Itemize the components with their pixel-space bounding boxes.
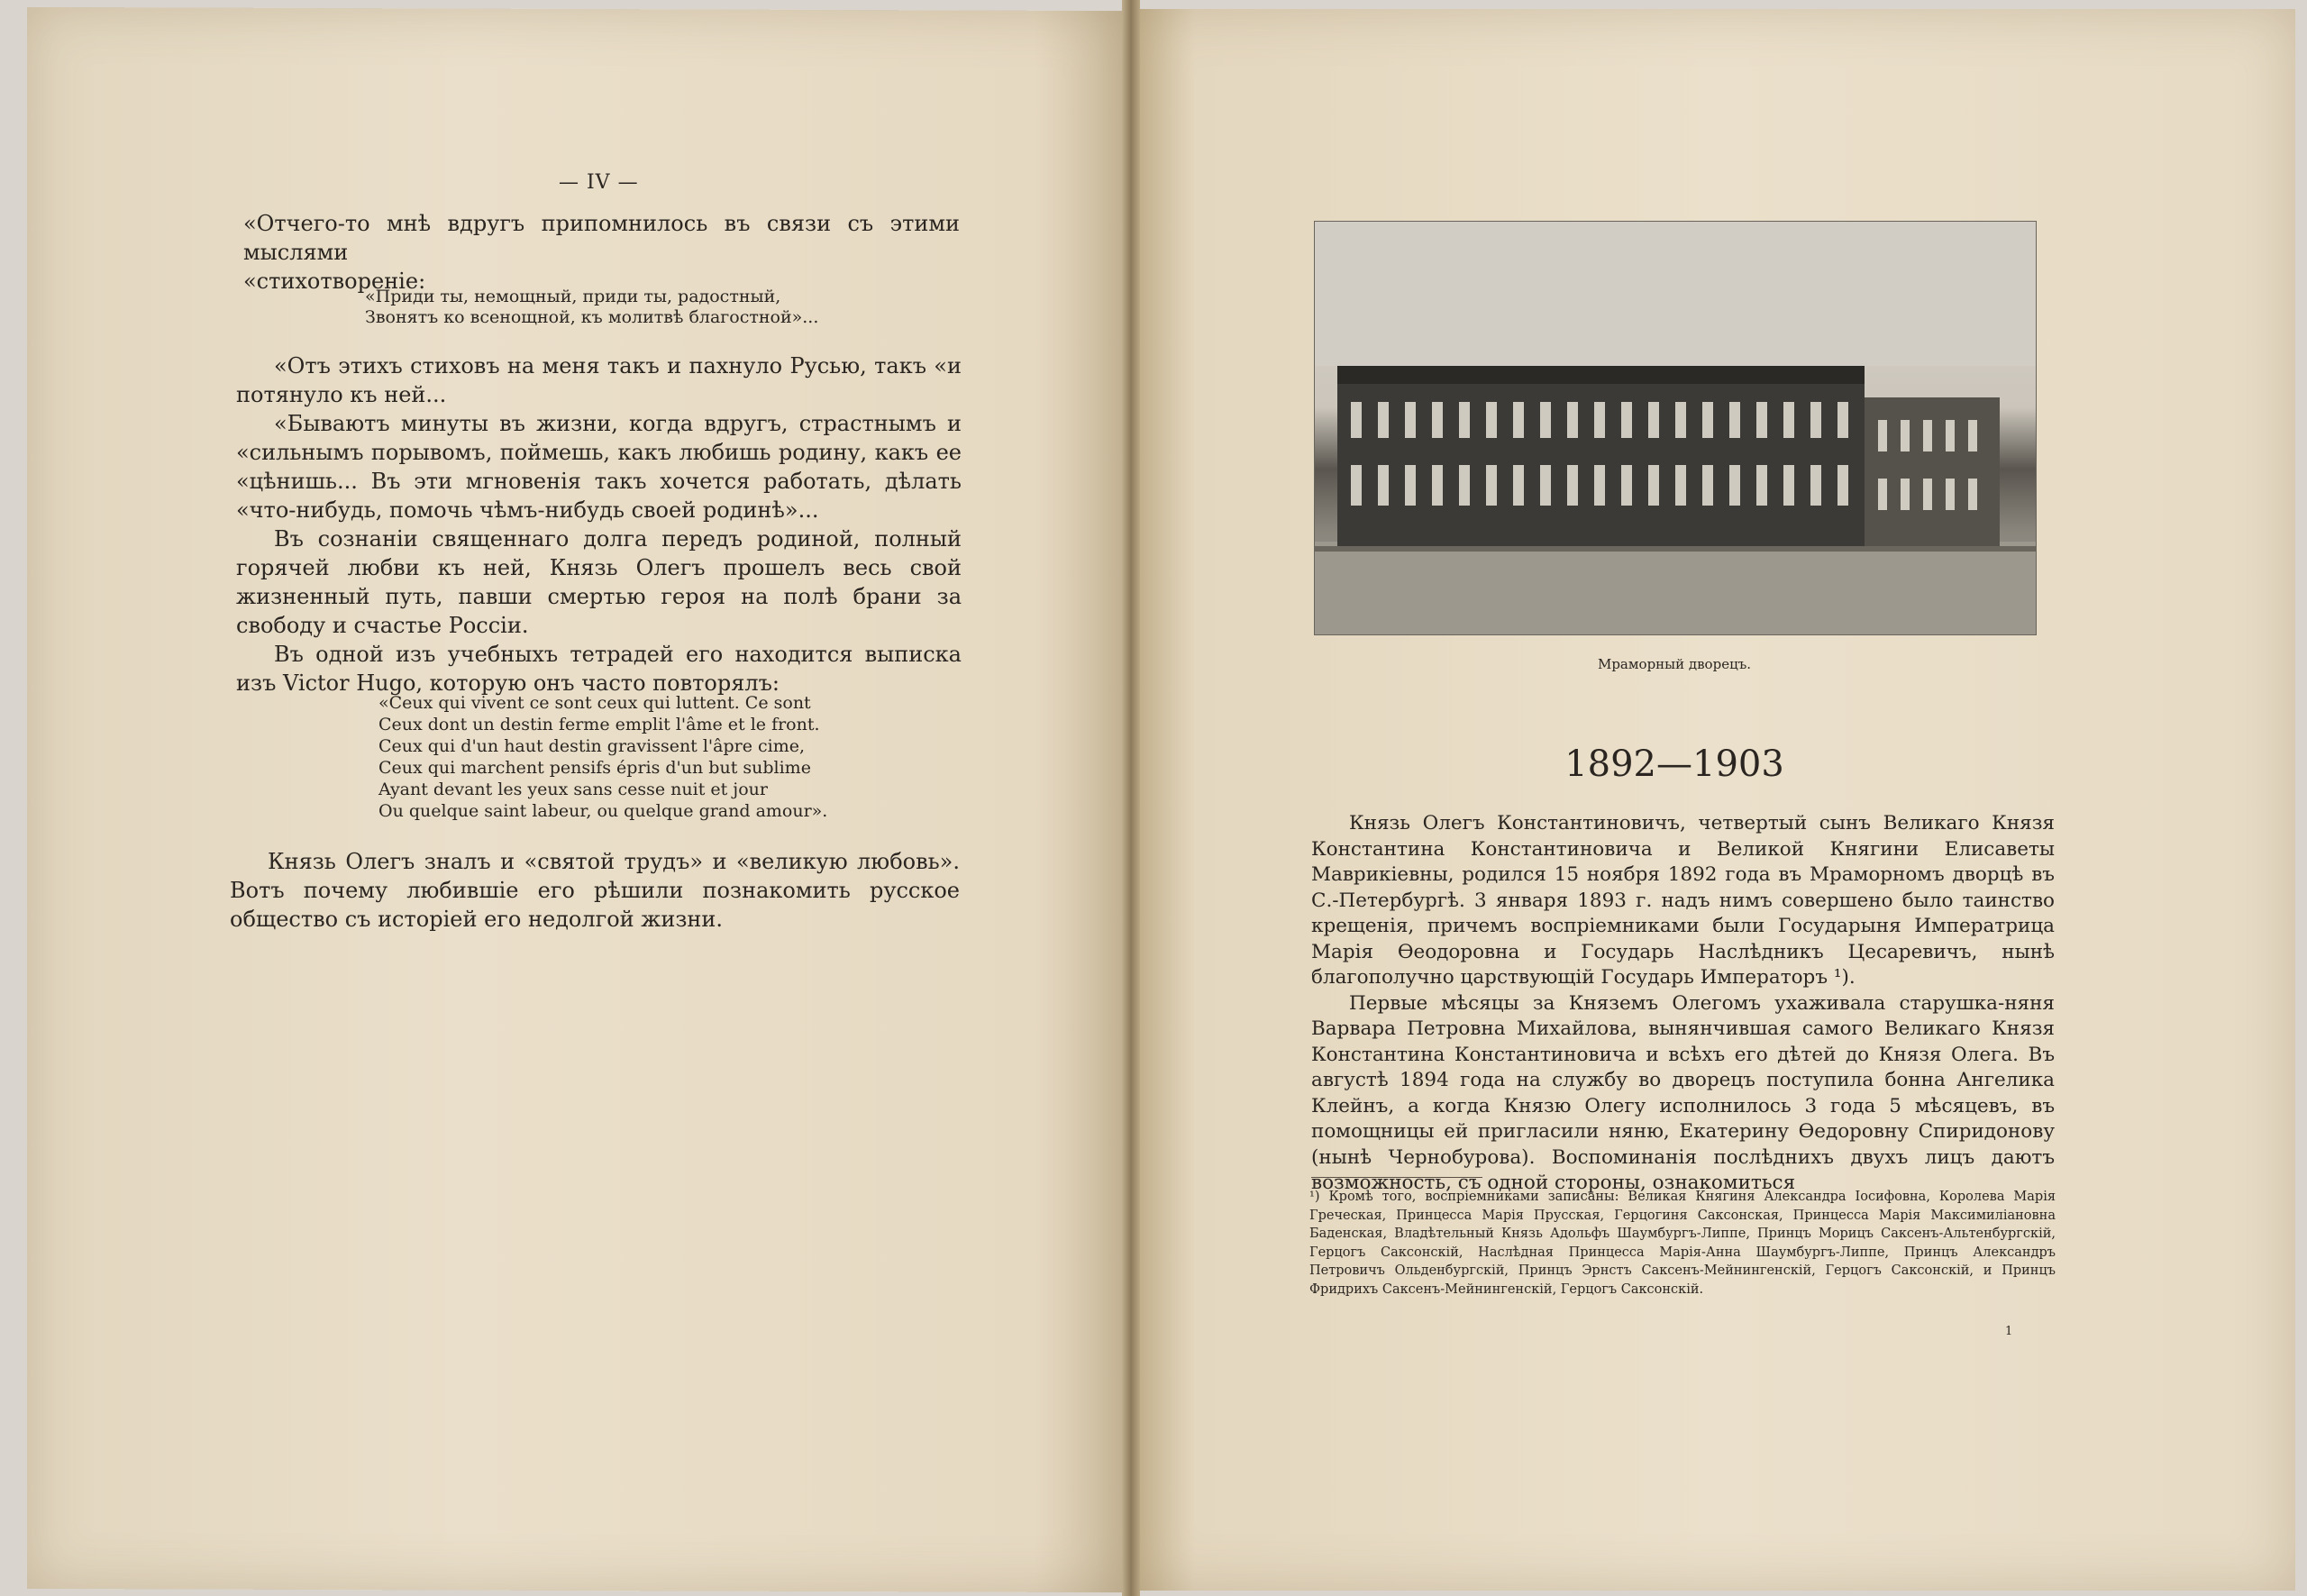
verse-line: Ou quelque saint labeur, ou quelque grand amour».: [378, 801, 828, 821]
paragraph: Князь Олегъ зналъ и «святой трудъ» и «великую любовь». Вотъ почему любившіе его рѣшили познакомить русское общество съ исторіей его недолгой жизни.: [230, 849, 960, 932]
verse-quote-russian: [365, 287, 870, 328]
intro-line: «Отчего-то мнѣ вдругъ припомнилось въ связи съ этими мыслями: [243, 211, 960, 265]
paragraph: Въ одной изъ учебныхъ тетрадей его находится выписка изъ Victor Hugo, которую онъ часто повторялъ:: [236, 642, 962, 696]
left-body: [236, 351, 962, 698]
chapter-title: 1892—1903: [1564, 743, 1784, 785]
paragraph: «Бываютъ минуты въ жизни, когда вдругъ, страстнымъ и «сильнымъ порывомъ, поймешь, какъ любишь родину, какъ ее «цѣнишь... Въ эти мгновенія такъ хочется работать, дѣлать «что-нибудь, помочь чѣмъ-нибудь своей родинѣ»...: [236, 411, 962, 523]
photo-caption: Мраморный дворецъ.: [1597, 656, 1752, 672]
intro-text: [243, 209, 960, 296]
page-number: — IV —: [559, 171, 639, 194]
intro-line: «стихотвореніе:: [243, 269, 426, 294]
verse-line: Ceux dont un destin ferme emplit l'âme et le front.: [378, 715, 820, 734]
paragraph: Князь Олегъ Константиновичъ, четвертый сынъ Великаго Князя Константина Константиновича и Великой Княгини Елисаветы Маврикіевны, родился 15 ноября 1892 года въ Мраморномъ дворцѣ въ С.-Петербургѣ. 3 января 1893 г. надъ нимъ совершено было таинство крещенія, причемъ воспріемниками были Государыня Императрица Марія Ѳеодоровна и Государь Наслѣдникъ Цесаревичъ, нынѣ благополучно царствующій Государь Императоръ ¹).: [1311, 812, 2055, 989]
footnote-divider: [1311, 1177, 1482, 1178]
verse-line: Ayant devant les yeux sans cesse nuit et jour: [378, 780, 768, 799]
marble-palace-photo: [1314, 221, 2037, 635]
verse-line: «Ceux qui vivent ce sont ceux qui luttent. Ce sont: [378, 693, 811, 713]
verse-line: «Приди ты, немощный, приди ты, радостный,: [365, 287, 781, 306]
palace-illustration: [1315, 222, 2036, 634]
verse-line: Ceux qui marchent pensifs épris d'un but sublime: [378, 758, 811, 778]
verse-line: Ceux qui d'un haut destin gravissent l'âpre cime,: [378, 736, 806, 756]
verse-quote-hugo: [378, 692, 883, 822]
paragraph: Первые мѣсяцы за Княземъ Олегомъ ухаживала старушка-няня Варвара Петровна Михайлова, вынянчившая самого Великаго Князя Константина Константиновича и всѣхъ его дѣтей до Князя Олега. Въ августѣ 1894 года на службу во дворецъ поступила бонна Ангелика Клейнъ, а когда Князю Олегу исполнилось 3 года 5 мѣсяцевъ, въ помощницы ей пригласили няню, Екатерину Ѳедоровну Спиридонову (нынѣ Чернобурова). Воспоминанія послѣднихъ двухъ лицъ даютъ возможность, съ одной стороны, ознакомиться: [1311, 991, 2055, 1194]
footnote: ¹) Кромѣ того, воспріемниками записаны: Великая Княгиня Александра Іосифовна, Королева Марія Греческая, Принцесса Марія Прусская, Герцогиня Саксонская, Принцесса Марія Максимиліановна Баденская, Владѣтельный Князь Адольфъ Шаумбургъ-Липпе, Принцъ Морицъ Саксенъ-Альтенбургскій, Герцогъ Саксонскій, Наслѣдная Принцесса Марія-Анна Шаумбургъ-Липпе, Принцъ Александръ Петровичъ Ольденбургскій, Принцъ Эрнстъ Саксенъ-Мейнингенскій, Герцогъ Саксонскій, и Принцъ Фридрихъ Саксенъ-Мейнингенскій, Герцогъ Саксонскій.: [1309, 1190, 2056, 1297]
verse-line: Звонятъ ко всенощной, къ молитвѣ благостной»...: [365, 307, 819, 327]
right-body: [1311, 811, 2055, 1197]
paragraph: «Отъ этихъ стиховъ на меня такъ и пахнуло Русью, такъ «и потянуло къ ней...: [236, 353, 962, 407]
left-closing: [230, 847, 960, 934]
paragraph: Въ сознаніи священнаго долга передъ родиной, полный горячей любви къ ней, Князь Олегъ прошелъ весь свой жизненный путь, павши смертью героя на полѣ брани за свободу и счастье Россіи.: [236, 526, 962, 638]
page-folio: 1: [2005, 1325, 2013, 1338]
book-spine: [1122, 0, 1140, 1596]
